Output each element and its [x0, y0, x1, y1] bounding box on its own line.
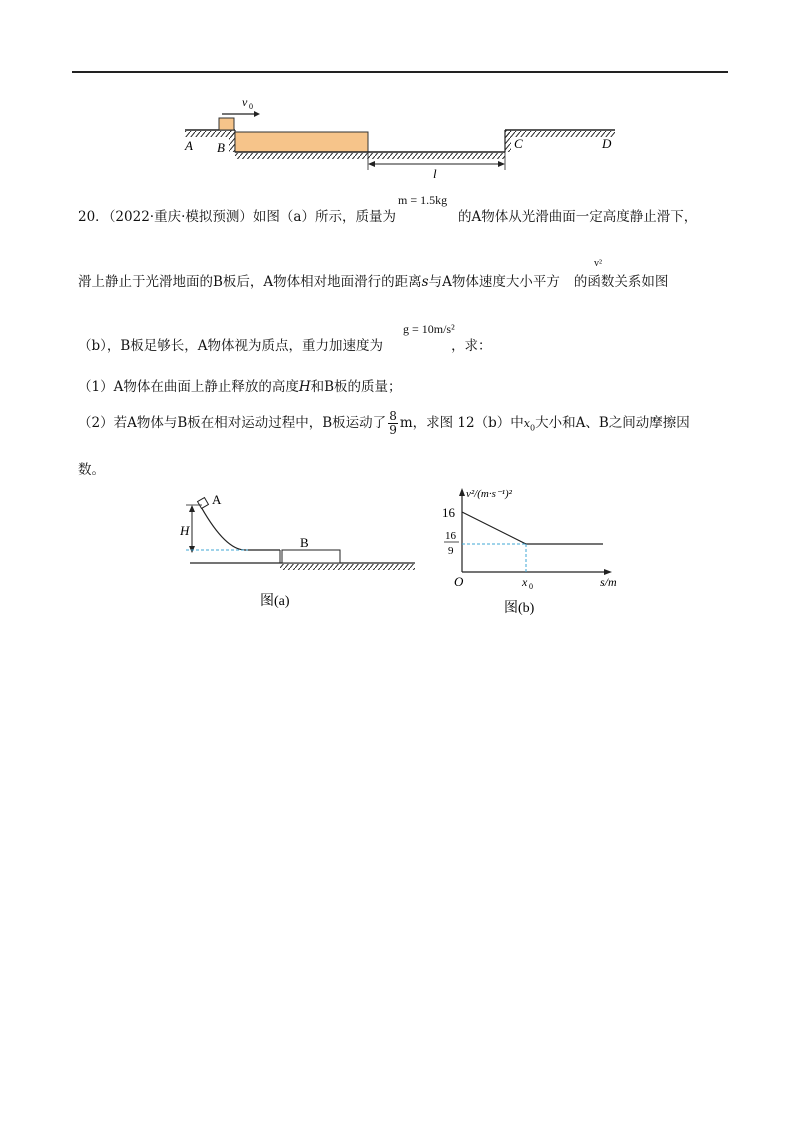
block-on-board-figure [180, 90, 630, 180]
question-line-2: 滑上静止于光滑地面的B板后，A物体相对地面滑行的距离s与A物体速度大小平方 的函数关系如图 [78, 274, 669, 290]
svg-text:0: 0 [249, 102, 253, 111]
svg-text:0: 0 [529, 582, 533, 591]
tick-frac-den: 9 [448, 545, 454, 557]
x0-tick-label: x [522, 575, 528, 589]
mass-expression: m = 1.5kg [398, 193, 448, 207]
question-line-3: （b），B板足够长，A物体视为质点，重力加速度为 ，求： [78, 338, 492, 354]
board [235, 132, 368, 152]
tick-16: 16 [442, 505, 455, 520]
height-label-h: H [180, 523, 190, 538]
figure-b-graph [440, 482, 640, 622]
figure-a-caption: 图(a) [260, 594, 290, 609]
block-a [198, 498, 209, 509]
curved-slope [200, 505, 280, 550]
tick-frac-num: 16 [445, 530, 456, 542]
label-b: B [217, 140, 225, 155]
question-line-last: 数。 [78, 462, 105, 478]
label-c: C [514, 136, 523, 151]
y-axis-arrow [459, 488, 465, 496]
board-b [282, 550, 340, 563]
question-line-1: 20．（2022·重庆·模拟预测）如图（a）所示，质量为 的A物体从光滑曲面一定高度静止滑下， [78, 209, 698, 225]
v0-label: v [242, 95, 248, 109]
question-number: 20． [78, 209, 109, 225]
sub-question-2: （2）若A物体与B板在相对运动过程中，B板运动了 $\frac{8}{9}$ m，求图 12（b）中$x_0$大小和A、B之间动摩擦因 [78, 409, 690, 437]
origin-label: O [454, 574, 464, 589]
figure-b-caption: 图(b) [504, 601, 535, 616]
v2-s-line [462, 512, 603, 544]
header-rule [72, 71, 728, 73]
figure-a [180, 490, 420, 620]
question-source: （2022·重庆·模拟预测） [108, 209, 253, 225]
x-axis-label: s/m [600, 575, 617, 589]
fraction-8-9: $\frac{8}{9}$ [389, 409, 397, 437]
label-d: D [602, 136, 612, 151]
label-a: A [185, 138, 193, 153]
block-a [219, 118, 234, 130]
v-squared-expression: v² [594, 258, 602, 269]
y-axis-label: v²/(m·s⁻¹)² [466, 488, 512, 500]
sub-question-1: （1）A物体在曲面上静止释放的高度H和B板的质量； [78, 379, 402, 395]
l-label: l [433, 166, 437, 180]
figure-a-label-b: B [300, 535, 309, 550]
gravity-expression: g = 10m/s² [403, 322, 455, 336]
figure-a-label-a: A [212, 492, 222, 507]
